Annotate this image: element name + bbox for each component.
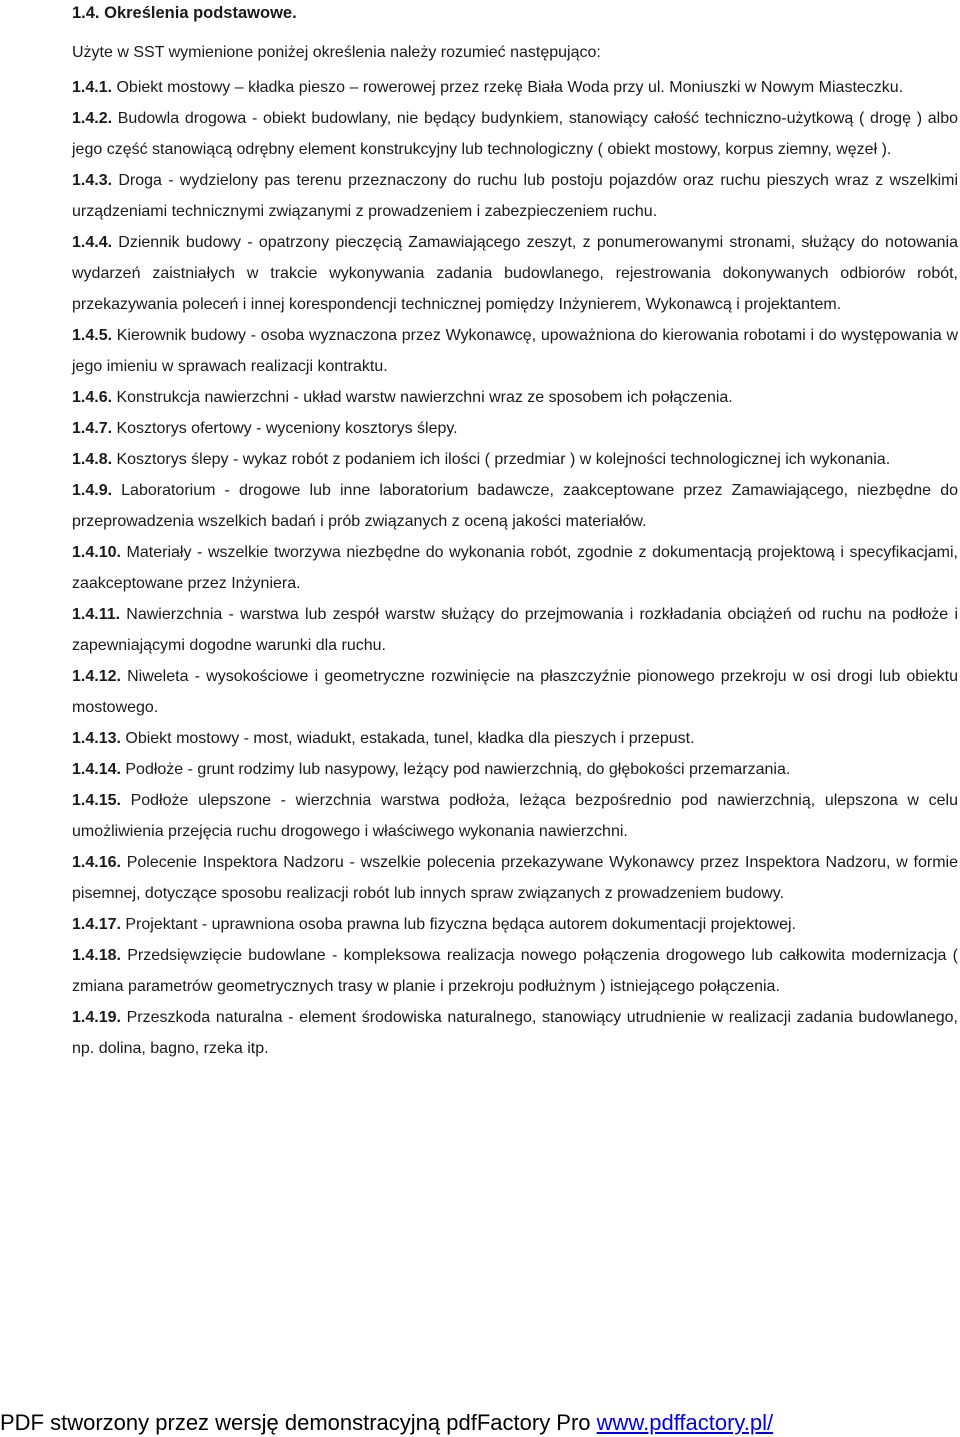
- definition-text: Projektant - uprawniona osoba prawna lub fizyczna będąca autorem dokumentacji projektowej.: [120, 916, 796, 933]
- definition-item: [72, 72, 958, 103]
- definition-number: 1.4.17.: [72, 916, 121, 933]
- definition-text: Budowla drogowa - obiekt budowlany, nie będący budynkiem, stanowiący całość techniczno-użytkową ( drogę ) albo jego część stanowiącą odrębny element konstrukcyjny lub technologiczny ( obiekt mostowy, korpus ziemny, węzeł ).: [72, 110, 958, 158]
- definition-text: Przedsięwzięcie budowlane - kompleksowa realizacja nowego połączenia drogowego lub całkowita modernizacja ( zmiana parametrów geometrycznych trasy w planie i przekroju podłużnym ) istniejącego połączenia.: [72, 947, 958, 995]
- definition-text: Droga - wydzielony pas terenu przeznaczony do ruchu lub postoju pojazdów oraz ruchu pieszych wraz z wszelkimi urządzeniami technicznymi związanymi z prowadzeniem i zabezpieczeniem ruchu.: [72, 172, 958, 220]
- definition-number: 1.4.6.: [72, 389, 113, 406]
- definition-number: 1.4.16.: [72, 854, 121, 871]
- definition-item: [72, 165, 958, 227]
- definition-number: 1.4.11.: [72, 606, 121, 623]
- definition-item: [72, 103, 958, 165]
- definition-number: 1.4.9.: [72, 482, 113, 499]
- definition-item: [72, 382, 958, 413]
- definition-number: 1.4.15.: [72, 792, 121, 809]
- definition-item: [72, 785, 958, 847]
- definition-item: [72, 537, 958, 599]
- definition-item: [72, 723, 958, 754]
- section-title: 1.4. Określenia podstawowe.: [72, 4, 297, 22]
- definition-item: [72, 847, 958, 909]
- definition-number: 1.4.19.: [72, 1009, 121, 1026]
- definition-text: Polecenie Inspektora Nadzoru - wszelkie polecenia przekazywane Wykonawcy przez Inspektora Nadzoru, w formie pisemnej, dotyczące sposobu realizacji robót lub innych spraw związanych z prowadzeniem budowy.: [72, 854, 958, 902]
- definition-number: 1.4.7.: [72, 420, 113, 437]
- definition-number: 1.4.5.: [72, 327, 113, 344]
- definition-text: Podłoże ulepszone - wierzchnia warstwa podłoża, leżąca bezpośrednio pod nawierzchnią, ulepszona w celu umożliwienia przejęcia ruchu drogowego i właściwego wykonania nawierzchni.: [72, 792, 958, 840]
- definition-item: [72, 909, 958, 940]
- definition-number: 1.4.4.: [72, 234, 113, 251]
- footer-text: PDF stworzony przez wersję demonstracyjną pdfFactory Pro: [0, 1410, 597, 1435]
- definition-text: Kierownik budowy - osoba wyznaczona przez Wykonawcę, upoważniona do kierowania robotami i do występowania w jego imieniu w sprawach realizacji kontraktu.: [72, 327, 958, 375]
- definition-item: [72, 475, 958, 537]
- definition-text: Obiekt mostowy – kładka pieszo – rowerowej przez rzekę Biała Woda przy ul. Moniuszki w Nowym Miasteczku.: [112, 79, 904, 96]
- definition-number: 1.4.1.: [72, 79, 113, 96]
- definition-text: Obiekt mostowy - most, wiadukt, estakada, tunel, kładka dla pieszych i przepust.: [120, 730, 695, 747]
- definition-number: 1.4.12.: [72, 668, 121, 685]
- definition-number: 1.4.18.: [72, 947, 121, 964]
- definition-number: 1.4.14.: [72, 761, 121, 778]
- definition-text: Przeszkoda naturalna - element środowiska naturalnego, stanowiący utrudnienie w realizacji zadania budowlanego, np. dolina, bagno, rzeka itp.: [72, 1009, 958, 1057]
- definition-item: [72, 413, 958, 444]
- definition-text: Kosztorys ofertowy - wyceniony kosztorys ślepy.: [112, 420, 458, 437]
- definition-text: Niweleta - wysokościowe i geometryczne rozwinięcie na płaszczyźnie pionowego przekroju w osi drogi lub obiektu mostowego.: [72, 668, 958, 716]
- definition-item: [72, 1002, 958, 1064]
- definition-item: [72, 444, 958, 475]
- definition-text: Konstrukcja nawierzchni - układ warstw nawierzchni wraz ze sposobem ich połączenia.: [112, 389, 733, 406]
- definition-item: [72, 661, 958, 723]
- definition-text: Kosztorys ślepy - wykaz robót z podaniem ich ilości ( przedmiar ) w kolejności technologicznej ich wykonania.: [112, 451, 891, 468]
- definition-item: [72, 940, 958, 1002]
- definition-text: Podłoże - grunt rodzimy lub nasypowy, leżący pod nawierzchnią, do głębokości przemarzania.: [120, 761, 791, 778]
- definitions-list: [72, 72, 958, 1064]
- definition-item: [72, 227, 958, 320]
- definition-number: 1.4.13.: [72, 730, 121, 747]
- section-intro: Użyte w SST wymienione poniżej określenia należy rozumieć następująco:: [72, 44, 601, 61]
- definition-number: 1.4.3.: [72, 172, 113, 189]
- footer-link[interactable]: www.pdffactory.pl/: [596, 1410, 774, 1435]
- definition-item: [72, 320, 958, 382]
- definition-text: Laboratorium - drogowe lub inne laboratorium badawcze, zaakceptowane przez Zamawiającego, niezbędne do przeprowadzenia wszelkich badań i prób związanych z oceną jakości materiałów.: [72, 482, 958, 530]
- definition-number: 1.4.2.: [72, 110, 113, 127]
- definition-item: [72, 599, 958, 661]
- definition-number: 1.4.10.: [72, 544, 121, 561]
- definition-text: Materiały - wszelkie tworzywa niezbędne do wykonania robót, zgodnie z dokumentacją projektową i specyfikacjami, zaakceptowane przez Inżyniera.: [72, 544, 958, 592]
- definition-text: Dziennik budowy - opatrzony pieczęcią Zamawiającego zeszyt, z ponumerowanymi stronami, służący do notowania wydarzeń zaistniałych w trakcie wykonywania zadania budowlanego, rejestrowania dokonywanych odbiorów robót, przekazywania poleceń i innej korespondencji technicznej pomiędzy Inżynierem, Wykonawcą i projektantem.: [72, 234, 958, 313]
- definition-text: Nawierzchnia - warstwa lub zespół warstw służący do przejmowania i rozkładania obciążeń od ruchu na podłoże i zapewniającymi dogodne warunki dla ruchu.: [72, 606, 958, 654]
- pdf-footer: [0, 1409, 773, 1437]
- definition-number: 1.4.8.: [72, 451, 113, 468]
- definition-item: [72, 754, 958, 785]
